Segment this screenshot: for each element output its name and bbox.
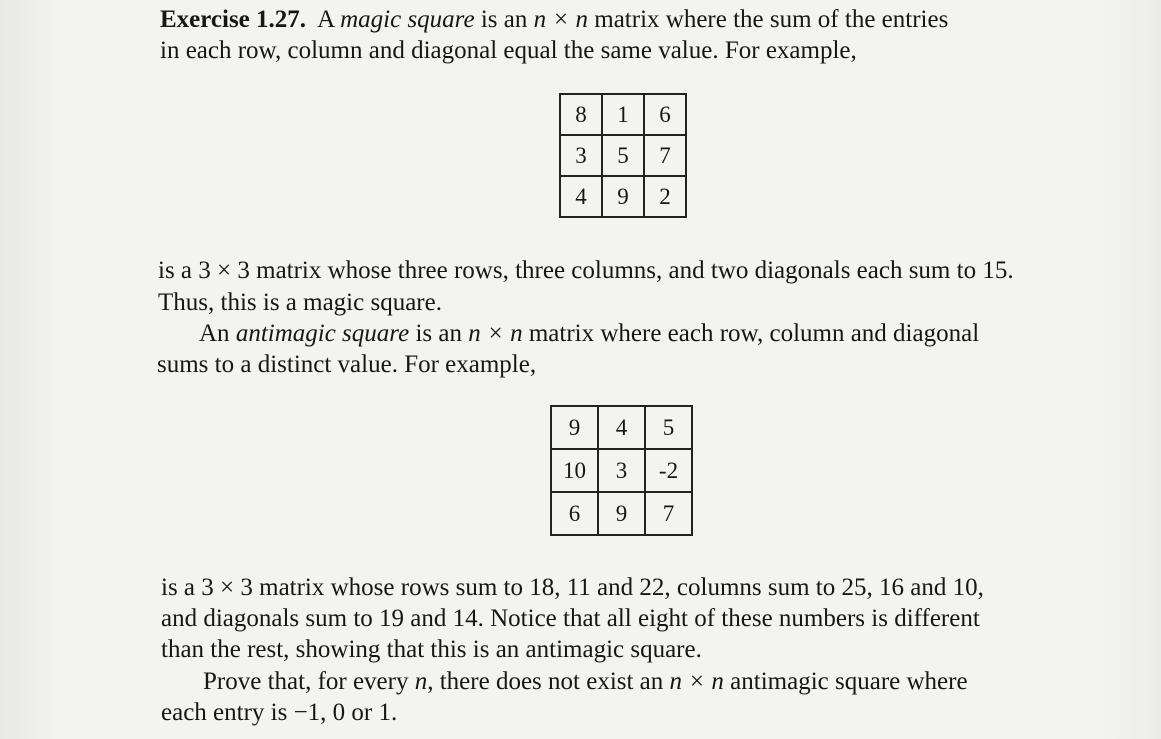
matrix-cell: 5 (645, 406, 692, 449)
matrix-row (551, 406, 692, 449)
after-antimagic-line-2: and diagonals sum to 19 and 14. Notice that all eight of these numbers is different (161, 605, 980, 632)
n-by-n-term: n × n (533, 6, 588, 33)
exercise-intro-line-2: in each row, column and diagonal equal the same value. For example, (160, 37, 857, 64)
task-pre: Prove that, for every (203, 668, 415, 695)
matrix-row (551, 492, 692, 535)
exercise-intro-line-1 (160, 5, 948, 35)
matrix-cell: 9 (551, 406, 598, 449)
antimagic-pre: An (199, 320, 236, 347)
matrix-cell: -2 (645, 449, 692, 492)
magic-square-term: magic square (340, 6, 475, 33)
matrix-cell: 2 (644, 176, 686, 217)
antimagic-rest: matrix where each row, column and diagonal (522, 320, 980, 347)
after-magic-line-2: Thus, this is a magic square. (158, 289, 442, 316)
intro-pre: A (317, 6, 341, 33)
matrix-row (560, 94, 686, 135)
matrix-cell: 8 (560, 94, 602, 135)
matrix-cell: 10 (551, 449, 598, 492)
matrix-cell: 9 (598, 492, 645, 535)
task-line-2: each entry is −1, 0 or 1. (161, 699, 398, 726)
after-magic-line-1: is a 3 × 3 matrix whose three rows, three columns, and two diagonals each sum to 15. (158, 257, 1014, 284)
antimagic-square-matrix (550, 405, 693, 536)
antimagic-intro-line-1 (199, 319, 979, 349)
intro-rest: matrix where the sum of the entries (588, 6, 949, 33)
task-n: n (414, 668, 428, 695)
matrix-cell: 7 (644, 135, 686, 176)
matrix-cell: 3 (560, 135, 602, 176)
matrix-cell: 5 (602, 135, 644, 176)
after-antimagic-line-3: than the rest, showing that this is an antimagic square. (161, 636, 702, 663)
after-antimagic-line-1: is a 3 × 3 matrix whose rows sum to 18, 11 and 22, columns sum to 25, 16 and 10, (161, 574, 984, 601)
matrix-cell: 4 (560, 176, 602, 217)
matrix-row (560, 176, 686, 217)
exercise-label: Exercise 1.27. (160, 6, 307, 33)
matrix-cell: 6 (644, 94, 686, 135)
matrix-cell: 7 (645, 492, 692, 535)
intro-post: is an (474, 6, 534, 33)
antimagic-intro-line-2: sums to a distinct value. For example, (157, 351, 537, 378)
matrix-cell: 9 (602, 176, 644, 217)
task-line-1 (203, 667, 968, 697)
matrix-cell: 3 (598, 449, 645, 492)
matrix-cell: 4 (598, 406, 645, 449)
magic-square-matrix (559, 93, 687, 218)
matrix-cell: 6 (551, 492, 598, 535)
matrix-row (551, 449, 692, 492)
antimagic-square-term: antimagic square (235, 320, 410, 347)
antimagic-post: is an (409, 320, 469, 347)
matrix-row (560, 135, 686, 176)
task-mid: , there does not exist an (427, 668, 670, 695)
task-n-by-n-term: n × n (669, 668, 724, 695)
task-post: antimagic square where (723, 668, 968, 695)
antimagic-n-by-n-term: n × n (468, 320, 523, 347)
matrix-cell: 1 (602, 94, 644, 135)
